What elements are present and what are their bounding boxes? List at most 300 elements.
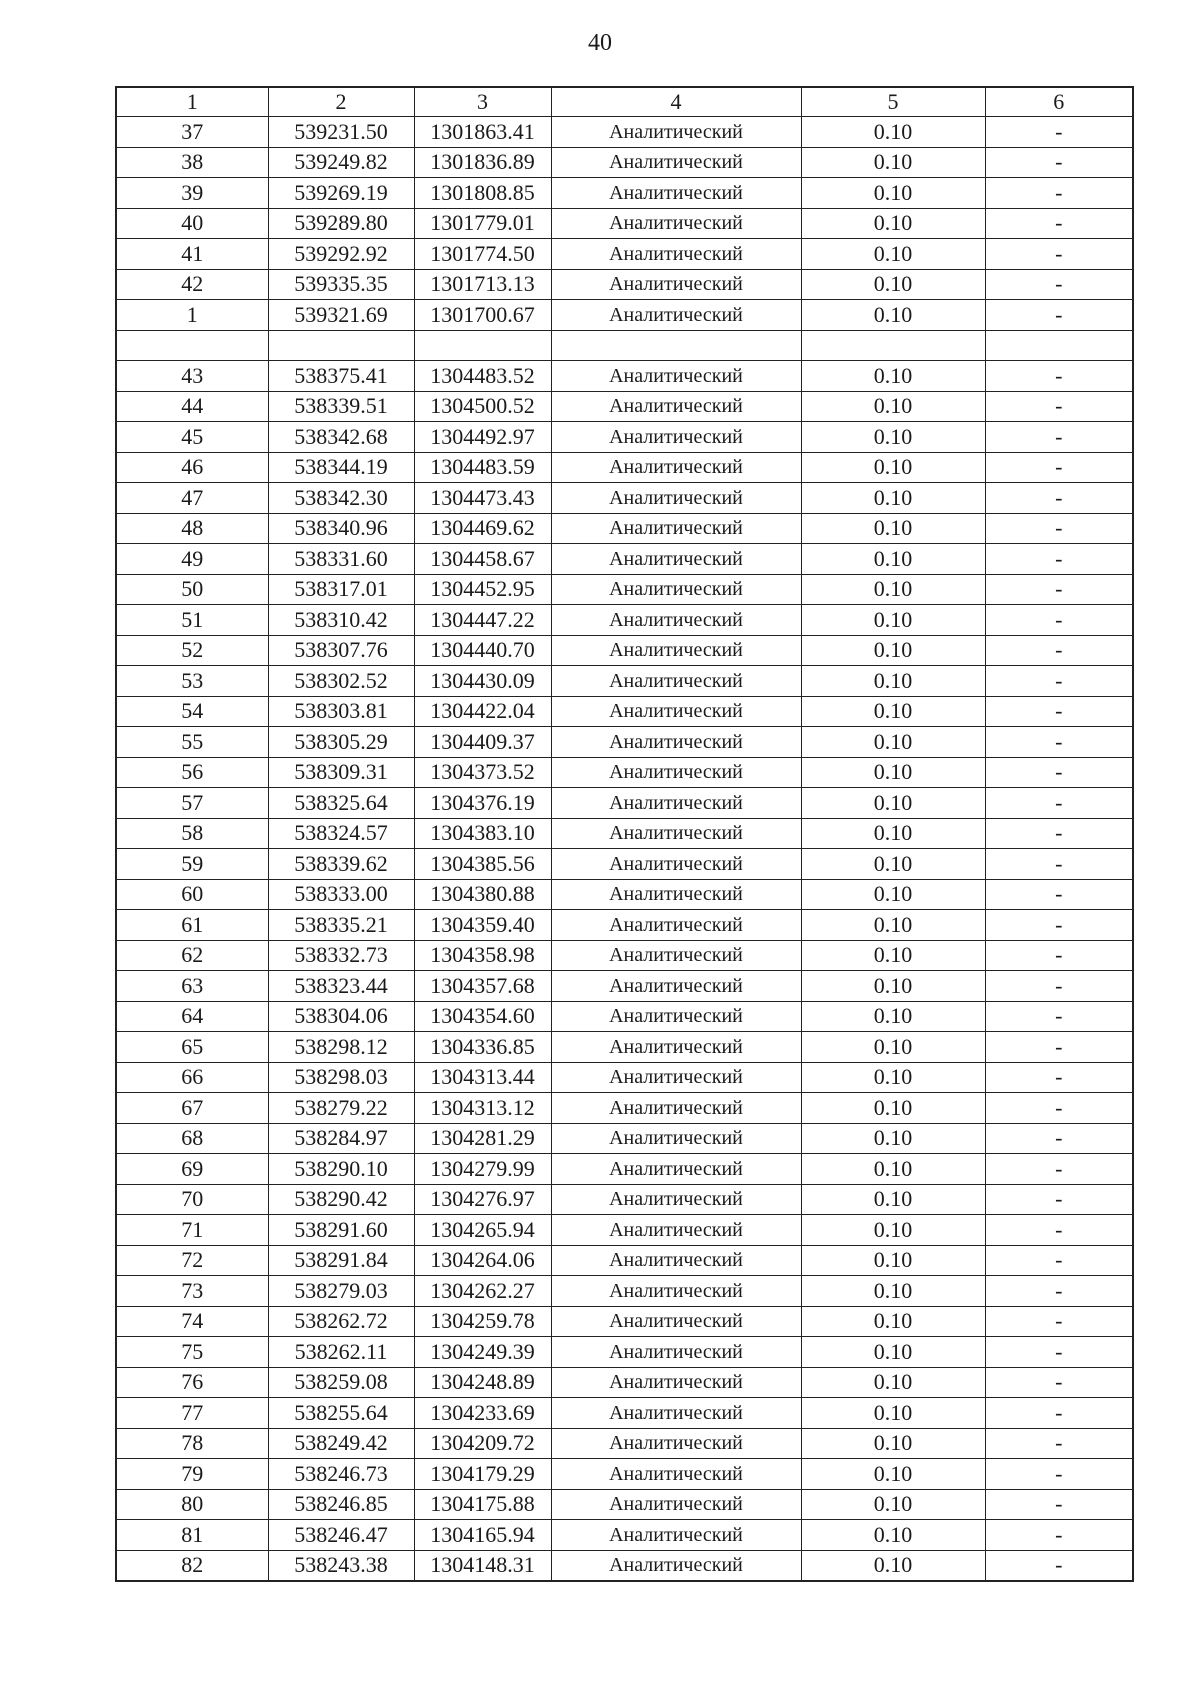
method-cell: Аналитический — [551, 635, 801, 666]
point-number-cell: 51 — [116, 605, 268, 636]
note-cell: - — [985, 178, 1133, 209]
point-number-cell — [116, 330, 268, 361]
method-cell: Аналитический — [551, 147, 801, 178]
point-number-cell: 50 — [116, 574, 268, 605]
y-coordinate-cell: 1301836.89 — [414, 147, 551, 178]
x-coordinate-cell: 539292.92 — [268, 239, 414, 270]
col-header-5: 5 — [801, 87, 985, 117]
point-number-cell: 41 — [116, 239, 268, 270]
table-row — [116, 1428, 1133, 1459]
method-cell: Аналитический — [551, 1032, 801, 1063]
accuracy-cell: 0.10 — [801, 1093, 985, 1124]
y-coordinate-cell: 1301808.85 — [414, 178, 551, 209]
x-coordinate-cell: 539289.80 — [268, 208, 414, 239]
note-cell: - — [985, 1154, 1133, 1185]
note-cell: - — [985, 513, 1133, 544]
method-cell: Аналитический — [551, 483, 801, 514]
x-coordinate-cell: 538342.30 — [268, 483, 414, 514]
point-number-cell: 82 — [116, 1550, 268, 1581]
note-cell — [985, 330, 1133, 361]
table-row — [116, 1520, 1133, 1551]
x-coordinate-cell: 538339.51 — [268, 391, 414, 422]
point-number-cell: 46 — [116, 452, 268, 483]
x-coordinate-cell — [268, 330, 414, 361]
x-coordinate-cell: 538324.57 — [268, 818, 414, 849]
table-row — [116, 1215, 1133, 1246]
point-number-cell: 81 — [116, 1520, 268, 1551]
x-coordinate-cell: 538331.60 — [268, 544, 414, 575]
y-coordinate-cell: 1304422.04 — [414, 696, 551, 727]
table-row — [116, 1154, 1133, 1185]
y-coordinate-cell: 1304354.60 — [414, 1001, 551, 1032]
method-cell: Аналитический — [551, 1154, 801, 1185]
table-row — [116, 1245, 1133, 1276]
y-coordinate-cell: 1304376.19 — [414, 788, 551, 819]
accuracy-cell: 0.10 — [801, 727, 985, 758]
note-cell: - — [985, 1093, 1133, 1124]
table-row — [116, 544, 1133, 575]
method-cell: Аналитический — [551, 300, 801, 331]
accuracy-cell: 0.10 — [801, 1001, 985, 1032]
table-row — [116, 1550, 1133, 1581]
point-number-cell: 78 — [116, 1428, 268, 1459]
accuracy-cell: 0.10 — [801, 1062, 985, 1093]
table-row — [116, 361, 1133, 392]
y-coordinate-cell: 1304385.56 — [414, 849, 551, 880]
y-coordinate-cell: 1304500.52 — [414, 391, 551, 422]
point-number-cell: 58 — [116, 818, 268, 849]
note-cell: - — [985, 635, 1133, 666]
note-cell: - — [985, 727, 1133, 758]
point-number-cell: 67 — [116, 1093, 268, 1124]
accuracy-cell: 0.10 — [801, 940, 985, 971]
note-cell: - — [985, 1550, 1133, 1581]
note-cell: - — [985, 1398, 1133, 1429]
accuracy-cell: 0.10 — [801, 1428, 985, 1459]
method-cell: Аналитический — [551, 208, 801, 239]
x-coordinate-cell: 538279.03 — [268, 1276, 414, 1307]
y-coordinate-cell: 1304380.88 — [414, 879, 551, 910]
table-row — [116, 1489, 1133, 1520]
y-coordinate-cell: 1304175.88 — [414, 1489, 551, 1520]
y-coordinate-cell: 1304279.99 — [414, 1154, 551, 1185]
table-row — [116, 391, 1133, 422]
note-cell: - — [985, 1215, 1133, 1246]
note-cell: - — [985, 269, 1133, 300]
point-number-cell: 66 — [116, 1062, 268, 1093]
method-cell: Аналитический — [551, 574, 801, 605]
y-coordinate-cell: 1304165.94 — [414, 1520, 551, 1551]
x-coordinate-cell: 538303.81 — [268, 696, 414, 727]
note-cell: - — [985, 1062, 1133, 1093]
accuracy-cell: 0.10 — [801, 452, 985, 483]
x-coordinate-cell: 538307.76 — [268, 635, 414, 666]
point-number-cell: 47 — [116, 483, 268, 514]
x-coordinate-cell: 538375.41 — [268, 361, 414, 392]
accuracy-cell: 0.10 — [801, 391, 985, 422]
y-coordinate-cell: 1304249.39 — [414, 1337, 551, 1368]
y-coordinate-cell — [414, 330, 551, 361]
x-coordinate-cell: 539321.69 — [268, 300, 414, 331]
accuracy-cell: 0.10 — [801, 1154, 985, 1185]
x-coordinate-cell: 539231.50 — [268, 117, 414, 148]
y-coordinate-cell: 1304430.09 — [414, 666, 551, 697]
method-cell: Аналитический — [551, 1337, 801, 1368]
y-coordinate-cell: 1304233.69 — [414, 1398, 551, 1429]
note-cell: - — [985, 574, 1133, 605]
x-coordinate-cell: 538344.19 — [268, 452, 414, 483]
method-cell: Аналитический — [551, 452, 801, 483]
x-coordinate-cell: 538243.38 — [268, 1550, 414, 1581]
x-coordinate-cell: 538335.21 — [268, 910, 414, 941]
accuracy-cell: 0.10 — [801, 208, 985, 239]
x-coordinate-cell: 539249.82 — [268, 147, 414, 178]
method-cell: Аналитический — [551, 117, 801, 148]
accuracy-cell: 0.10 — [801, 178, 985, 209]
col-header-3: 3 — [414, 87, 551, 117]
table-row — [116, 1398, 1133, 1429]
method-cell: Аналитический — [551, 605, 801, 636]
accuracy-cell: 0.10 — [801, 361, 985, 392]
method-cell: Аналитический — [551, 1276, 801, 1307]
note-cell: - — [985, 1367, 1133, 1398]
method-cell: Аналитический — [551, 1001, 801, 1032]
method-cell: Аналитический — [551, 1520, 801, 1551]
point-number-cell: 70 — [116, 1184, 268, 1215]
point-number-cell: 48 — [116, 513, 268, 544]
accuracy-cell: 0.10 — [801, 971, 985, 1002]
x-coordinate-cell: 539335.35 — [268, 269, 414, 300]
table-row — [116, 757, 1133, 788]
method-cell: Аналитический — [551, 696, 801, 727]
y-coordinate-cell: 1304357.68 — [414, 971, 551, 1002]
x-coordinate-cell: 538284.97 — [268, 1123, 414, 1154]
accuracy-cell: 0.10 — [801, 635, 985, 666]
point-number-cell: 39 — [116, 178, 268, 209]
table-row — [116, 178, 1133, 209]
method-cell: Аналитический — [551, 1245, 801, 1276]
y-coordinate-cell: 1304358.98 — [414, 940, 551, 971]
note-cell: - — [985, 1032, 1133, 1063]
method-cell: Аналитический — [551, 361, 801, 392]
note-cell: - — [985, 1001, 1133, 1032]
x-coordinate-cell: 538259.08 — [268, 1367, 414, 1398]
y-coordinate-cell: 1304469.62 — [414, 513, 551, 544]
note-cell: - — [985, 422, 1133, 453]
accuracy-cell: 0.10 — [801, 910, 985, 941]
table-row — [116, 696, 1133, 727]
point-number-cell: 64 — [116, 1001, 268, 1032]
method-cell: Аналитический — [551, 910, 801, 941]
method-cell: Аналитический — [551, 269, 801, 300]
y-coordinate-cell: 1304473.43 — [414, 483, 551, 514]
point-number-cell: 42 — [116, 269, 268, 300]
method-cell: Аналитический — [551, 239, 801, 270]
point-number-cell: 1 — [116, 300, 268, 331]
method-cell: Аналитический — [551, 391, 801, 422]
point-number-cell: 62 — [116, 940, 268, 971]
accuracy-cell: 0.10 — [801, 1184, 985, 1215]
note-cell: - — [985, 117, 1133, 148]
y-coordinate-cell: 1304483.59 — [414, 452, 551, 483]
table-row — [116, 788, 1133, 819]
method-cell: Аналитический — [551, 849, 801, 880]
y-coordinate-cell: 1304276.97 — [414, 1184, 551, 1215]
point-number-cell: 76 — [116, 1367, 268, 1398]
note-cell: - — [985, 1123, 1133, 1154]
point-number-cell: 57 — [116, 788, 268, 819]
accuracy-cell: 0.10 — [801, 1550, 985, 1581]
table-row — [116, 879, 1133, 910]
page-number: 40 — [588, 30, 612, 56]
col-header-1: 1 — [116, 87, 268, 117]
x-coordinate-cell: 538325.64 — [268, 788, 414, 819]
method-cell: Аналитический — [551, 1093, 801, 1124]
y-coordinate-cell: 1304265.94 — [414, 1215, 551, 1246]
table-row — [116, 605, 1133, 636]
method-cell: Аналитический — [551, 1123, 801, 1154]
x-coordinate-cell: 538255.64 — [268, 1398, 414, 1429]
x-coordinate-cell: 539269.19 — [268, 178, 414, 209]
table-row — [116, 117, 1133, 148]
y-coordinate-cell: 1304313.12 — [414, 1093, 551, 1124]
accuracy-cell: 0.10 — [801, 849, 985, 880]
y-coordinate-cell: 1304440.70 — [414, 635, 551, 666]
y-coordinate-cell: 1304248.89 — [414, 1367, 551, 1398]
note-cell: - — [985, 452, 1133, 483]
note-cell: - — [985, 239, 1133, 270]
method-cell: Аналитический — [551, 1062, 801, 1093]
accuracy-cell: 0.10 — [801, 788, 985, 819]
accuracy-cell: 0.10 — [801, 483, 985, 514]
table-row — [116, 666, 1133, 697]
y-coordinate-cell: 1304259.78 — [414, 1306, 551, 1337]
table-row — [116, 1337, 1133, 1368]
accuracy-cell: 0.10 — [801, 422, 985, 453]
x-coordinate-cell: 538298.12 — [268, 1032, 414, 1063]
note-cell: - — [985, 940, 1133, 971]
point-number-cell: 38 — [116, 147, 268, 178]
y-coordinate-cell: 1304409.37 — [414, 727, 551, 758]
point-number-cell: 75 — [116, 1337, 268, 1368]
table-row — [116, 1062, 1133, 1093]
table-row — [116, 1123, 1133, 1154]
table-row — [116, 971, 1133, 1002]
note-cell: - — [985, 910, 1133, 941]
table-body — [116, 117, 1133, 1582]
table-row — [116, 513, 1133, 544]
y-coordinate-cell: 1304336.85 — [414, 1032, 551, 1063]
note-cell: - — [985, 1184, 1133, 1215]
point-number-cell: 79 — [116, 1459, 268, 1490]
y-coordinate-cell: 1301713.13 — [414, 269, 551, 300]
x-coordinate-cell: 538246.85 — [268, 1489, 414, 1520]
x-coordinate-cell: 538340.96 — [268, 513, 414, 544]
table-row — [116, 910, 1133, 941]
note-cell: - — [985, 208, 1133, 239]
method-cell: Аналитический — [551, 1489, 801, 1520]
accuracy-cell: 0.10 — [801, 1215, 985, 1246]
x-coordinate-cell: 538304.06 — [268, 1001, 414, 1032]
x-coordinate-cell: 538332.73 — [268, 940, 414, 971]
point-number-cell: 61 — [116, 910, 268, 941]
accuracy-cell: 0.10 — [801, 1337, 985, 1368]
accuracy-cell: 0.10 — [801, 1032, 985, 1063]
coordinates-table — [115, 86, 1134, 1582]
y-coordinate-cell: 1304447.22 — [414, 605, 551, 636]
point-number-cell: 72 — [116, 1245, 268, 1276]
x-coordinate-cell: 538291.60 — [268, 1215, 414, 1246]
note-cell: - — [985, 544, 1133, 575]
note-cell: - — [985, 1337, 1133, 1368]
note-cell: - — [985, 696, 1133, 727]
x-coordinate-cell: 538246.73 — [268, 1459, 414, 1490]
note-cell: - — [985, 1306, 1133, 1337]
x-coordinate-cell: 538305.29 — [268, 727, 414, 758]
y-coordinate-cell: 1304452.95 — [414, 574, 551, 605]
col-header-6: 6 — [985, 87, 1133, 117]
note-cell: - — [985, 849, 1133, 880]
point-number-cell: 65 — [116, 1032, 268, 1063]
method-cell: Аналитический — [551, 1550, 801, 1581]
table-row — [116, 300, 1133, 331]
method-cell: Аналитический — [551, 757, 801, 788]
x-coordinate-cell: 538279.22 — [268, 1093, 414, 1124]
accuracy-cell: 0.10 — [801, 117, 985, 148]
accuracy-cell: 0.10 — [801, 1123, 985, 1154]
x-coordinate-cell: 538249.42 — [268, 1428, 414, 1459]
x-coordinate-cell: 538339.62 — [268, 849, 414, 880]
method-cell: Аналитический — [551, 879, 801, 910]
x-coordinate-cell: 538342.68 — [268, 422, 414, 453]
accuracy-cell — [801, 330, 985, 361]
point-number-cell: 60 — [116, 879, 268, 910]
table-row — [116, 1093, 1133, 1124]
note-cell: - — [985, 483, 1133, 514]
point-number-cell: 74 — [116, 1306, 268, 1337]
method-cell: Аналитический — [551, 1459, 801, 1490]
table-row — [116, 452, 1133, 483]
method-cell: Аналитический — [551, 666, 801, 697]
y-coordinate-cell: 1304179.29 — [414, 1459, 551, 1490]
table-row — [116, 330, 1133, 361]
note-cell: - — [985, 605, 1133, 636]
method-cell: Аналитический — [551, 1428, 801, 1459]
note-cell: - — [985, 1276, 1133, 1307]
y-coordinate-cell: 1304373.52 — [414, 757, 551, 788]
accuracy-cell: 0.10 — [801, 1276, 985, 1307]
table-row — [116, 147, 1133, 178]
x-coordinate-cell: 538262.72 — [268, 1306, 414, 1337]
note-cell: - — [985, 757, 1133, 788]
note-cell: - — [985, 818, 1133, 849]
point-number-cell: 49 — [116, 544, 268, 575]
table-row — [116, 635, 1133, 666]
y-coordinate-cell: 1301779.01 — [414, 208, 551, 239]
table-row — [116, 727, 1133, 758]
table-row — [116, 208, 1133, 239]
point-number-cell: 40 — [116, 208, 268, 239]
accuracy-cell: 0.10 — [801, 818, 985, 849]
point-number-cell: 71 — [116, 1215, 268, 1246]
x-coordinate-cell: 538323.44 — [268, 971, 414, 1002]
table-row — [116, 483, 1133, 514]
method-cell: Аналитический — [551, 788, 801, 819]
note-cell: - — [985, 879, 1133, 910]
y-coordinate-cell: 1304281.29 — [414, 1123, 551, 1154]
point-number-cell: 53 — [116, 666, 268, 697]
x-coordinate-cell: 538310.42 — [268, 605, 414, 636]
point-number-cell: 44 — [116, 391, 268, 422]
table-row — [116, 1367, 1133, 1398]
table-row — [116, 574, 1133, 605]
x-coordinate-cell: 538309.31 — [268, 757, 414, 788]
accuracy-cell: 0.10 — [801, 239, 985, 270]
y-coordinate-cell: 1304483.52 — [414, 361, 551, 392]
x-coordinate-cell: 538290.10 — [268, 1154, 414, 1185]
accuracy-cell: 0.10 — [801, 879, 985, 910]
note-cell: - — [985, 666, 1133, 697]
method-cell: Аналитический — [551, 544, 801, 575]
note-cell: - — [985, 1459, 1133, 1490]
y-coordinate-cell: 1304383.10 — [414, 818, 551, 849]
x-coordinate-cell: 538262.11 — [268, 1337, 414, 1368]
y-coordinate-cell: 1304492.97 — [414, 422, 551, 453]
x-coordinate-cell: 538290.42 — [268, 1184, 414, 1215]
point-number-cell: 43 — [116, 361, 268, 392]
accuracy-cell: 0.10 — [801, 269, 985, 300]
table-row — [116, 1306, 1133, 1337]
point-number-cell: 55 — [116, 727, 268, 758]
accuracy-cell: 0.10 — [801, 1520, 985, 1551]
accuracy-cell: 0.10 — [801, 513, 985, 544]
y-coordinate-cell: 1304209.72 — [414, 1428, 551, 1459]
y-coordinate-cell: 1304264.06 — [414, 1245, 551, 1276]
col-header-2: 2 — [268, 87, 414, 117]
table-row — [116, 1032, 1133, 1063]
point-number-cell: 59 — [116, 849, 268, 880]
accuracy-cell: 0.10 — [801, 147, 985, 178]
point-number-cell: 68 — [116, 1123, 268, 1154]
y-coordinate-cell: 1304458.67 — [414, 544, 551, 575]
accuracy-cell: 0.10 — [801, 605, 985, 636]
table-row — [116, 940, 1133, 971]
method-cell: Аналитический — [551, 818, 801, 849]
point-number-cell: 54 — [116, 696, 268, 727]
accuracy-cell: 0.10 — [801, 544, 985, 575]
accuracy-cell: 0.10 — [801, 300, 985, 331]
y-coordinate-cell: 1301774.50 — [414, 239, 551, 270]
point-number-cell: 56 — [116, 757, 268, 788]
method-cell: Аналитический — [551, 513, 801, 544]
point-number-cell: 69 — [116, 1154, 268, 1185]
accuracy-cell: 0.10 — [801, 1489, 985, 1520]
method-cell: Аналитический — [551, 178, 801, 209]
table-row — [116, 1001, 1133, 1032]
note-cell: - — [985, 300, 1133, 331]
method-cell: Аналитический — [551, 1367, 801, 1398]
table-row — [116, 1459, 1133, 1490]
method-cell: Аналитический — [551, 1184, 801, 1215]
method-cell: Аналитический — [551, 940, 801, 971]
y-coordinate-cell: 1304148.31 — [414, 1550, 551, 1581]
table-header-row — [116, 87, 1133, 117]
accuracy-cell: 0.10 — [801, 1367, 985, 1398]
method-cell: Аналитический — [551, 1306, 801, 1337]
note-cell: - — [985, 1489, 1133, 1520]
col-header-4: 4 — [551, 87, 801, 117]
note-cell: - — [985, 147, 1133, 178]
